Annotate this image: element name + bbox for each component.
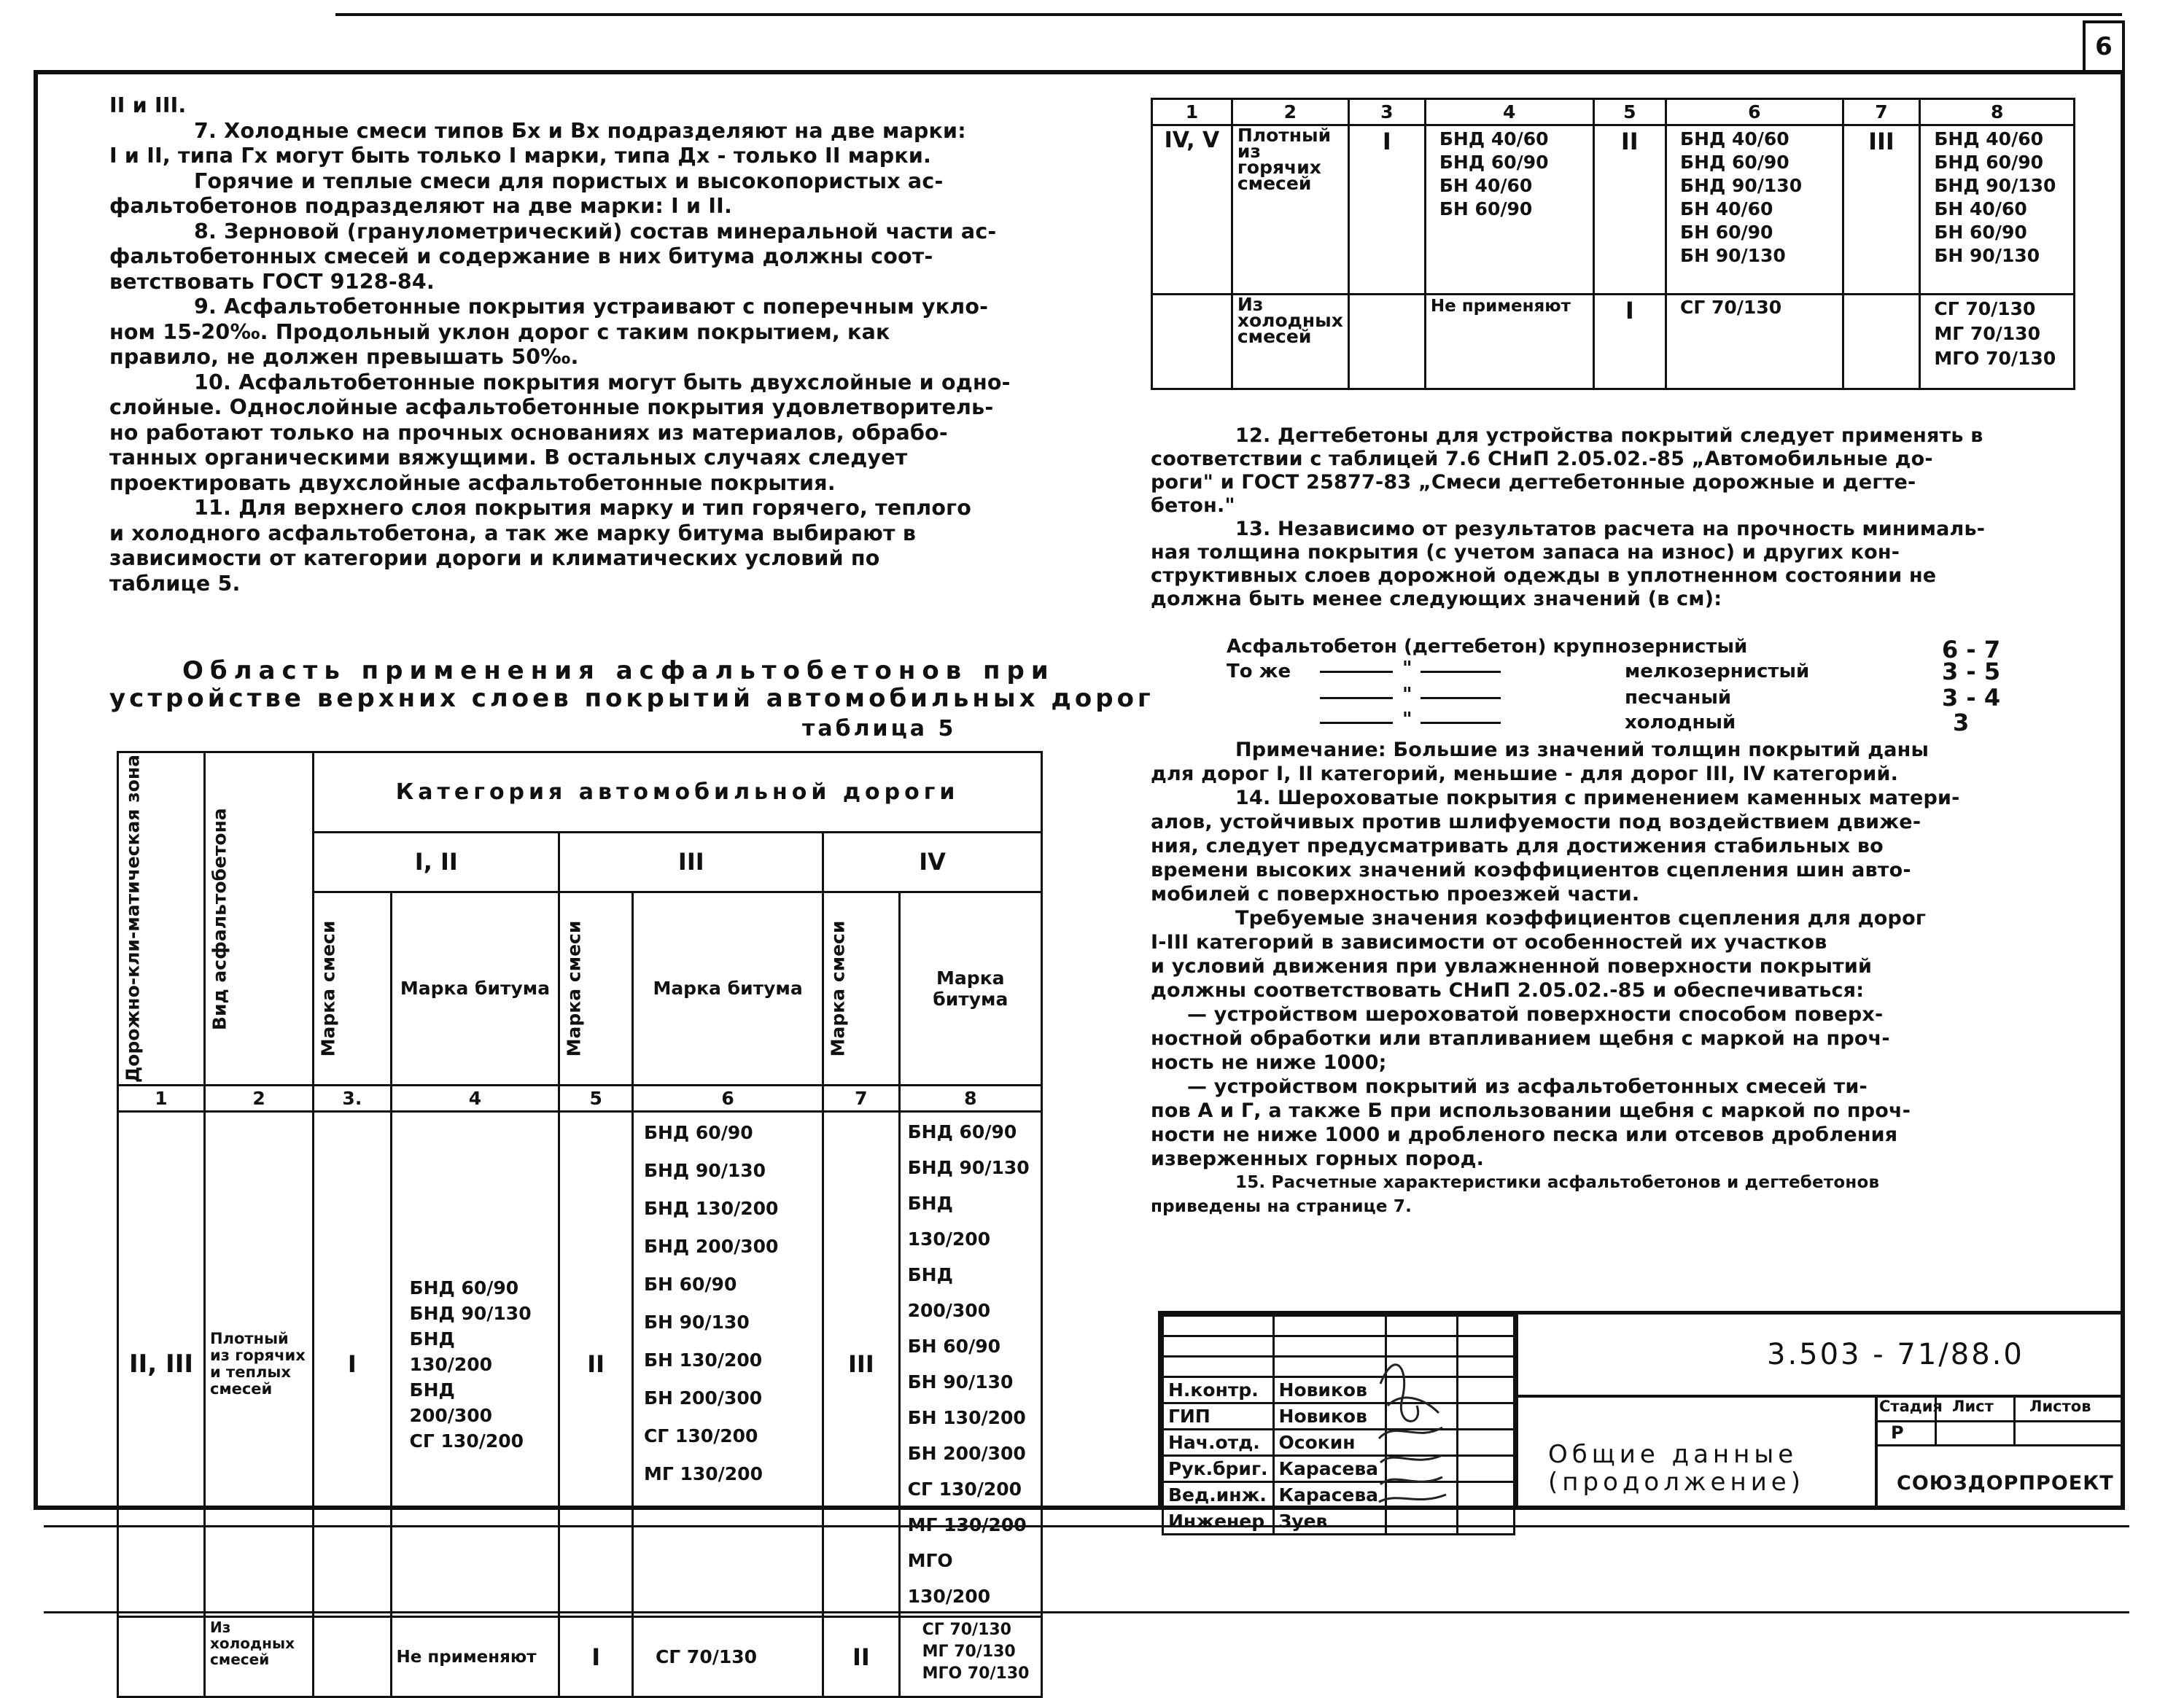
bitumen-item: БНД 60/90: [1934, 152, 2044, 173]
signoff-table: [1162, 1315, 1515, 1535]
bitumen-cell: [899, 1617, 1041, 1697]
bitumen-item: МГ 130/200: [643, 1463, 763, 1485]
blank-cell: [1458, 1357, 1515, 1377]
zone-cell: IV, V: [1152, 125, 1232, 295]
bitumen-item: БН 60/90: [907, 1336, 1000, 1358]
text-line: фальтобетонов подразделяют на две марки: I и II.: [109, 194, 732, 218]
right-text-a: [1151, 424, 2091, 611]
type-cell: Из холодных смесей: [1232, 295, 1348, 389]
col-number: 8: [1920, 99, 2075, 125]
head-zone: Дорожно-кли-матическая зона: [118, 752, 205, 1086]
signature-scribble: [1379, 1428, 1442, 1438]
date-cell: [1458, 1482, 1515, 1508]
zone-cell-empty: [118, 1617, 205, 1697]
col-number: 6: [632, 1086, 823, 1112]
thickness-row1-label: Асфальтобетон (дегтебетон) крупнозернистый: [1227, 636, 1748, 658]
mix-cell-empty: [314, 1617, 391, 1697]
text-line: слойные. Однослойные асфальтобетонные покрытия удовлетворитель-: [109, 395, 994, 419]
tb-divider: [1515, 1315, 1518, 1510]
bitumen-item: СГ 130/200: [409, 1430, 524, 1452]
text-line: фальтобетонных смесей и содержание в них битума должны соот-: [109, 244, 933, 268]
head-cat-2: III: [559, 832, 823, 892]
text-line: времени высоких значений коэффициентов сцепления шин авто-: [1151, 859, 1911, 881]
tb-divider: [1875, 1420, 2125, 1422]
signature-scribble: [1379, 1495, 1446, 1502]
bitumen-item: МГ 70/130: [922, 1643, 1016, 1662]
bitumen-item: БНД 40/60: [1439, 128, 1549, 149]
thickness-row4-value: 3: [1953, 709, 1970, 736]
text-line: ностной обработки или втапливанием щебня с маркой на проч-: [1151, 1027, 1890, 1050]
type-cell: Плотный из горячих и теплых смесей: [205, 1112, 314, 1617]
bitumen-item: МГО 130/200: [907, 1550, 991, 1608]
col-number: 2: [1232, 99, 1348, 125]
text-line: структивных слоев дорожной одежды в уплотненном состоянии не: [1151, 564, 1937, 587]
bitumen-item: БНД 90/130: [643, 1160, 766, 1182]
bitumen-item: МГ 130/200: [907, 1514, 1027, 1536]
text-line: 10. Асфальтобетонные покрытия могут быть двухслойные и одно-: [194, 370, 1011, 394]
bitumen-item: МГО 70/130: [922, 1664, 1030, 1683]
text-line: танных органическими вяжущими. В остальных случаях следует: [109, 445, 908, 470]
text-line: для дорог I, II категорий, меньшие - для дорог III, IV категорий.: [1151, 763, 1899, 785]
col-number: 4: [1425, 99, 1593, 125]
bitumen-item: БНД 60/90: [1680, 152, 1789, 173]
text-line: приведены на странице 7.: [1151, 1197, 1412, 1216]
table-5: [117, 751, 1043, 1698]
col-number: 3: [1348, 99, 1425, 125]
col-number: 3.: [314, 1086, 391, 1112]
mix-cell-empty: [1843, 295, 1920, 389]
sheets-label: Листов: [2029, 1398, 2091, 1415]
bitumen-cell: [899, 1112, 1041, 1617]
name-cell: Зуев: [1273, 1508, 1386, 1535]
ditto-line: [1320, 697, 1393, 699]
bitumen-cell: [391, 1112, 559, 1617]
col-number: 2: [205, 1086, 314, 1112]
sheet-label: Лист: [1952, 1398, 1994, 1415]
page-number: 6: [2083, 20, 2125, 70]
text-line: должна быть менее следующих значений (в см):: [1151, 588, 1722, 610]
blank-cell: [1458, 1336, 1515, 1357]
text-line: зависимости от категории дороги и климатических условий по: [109, 546, 880, 570]
zone-cell-empty: [1152, 295, 1232, 389]
bitumen-item: БН 200/300: [643, 1387, 763, 1409]
text-line: и холодного асфальтобетона, а так же марку битума выбирают в: [109, 521, 917, 545]
bitumen-item: БНД 130/200: [907, 1193, 991, 1250]
text-line: и условий движения при увлажненной поверхности покрытий: [1151, 955, 1873, 978]
ditto-line: [1320, 671, 1393, 673]
signature-cell: [1386, 1508, 1458, 1535]
role-cell: Н.контр.: [1163, 1377, 1274, 1403]
text-line: мобилей с поверхностью проезжей части.: [1151, 883, 1640, 906]
text-line: I и II, типа Гх могут быть только I марки, типа Дх - только II марки.: [109, 144, 932, 168]
text-line: ности не ниже 1000 и дробленого песка или отсевов дробления: [1151, 1123, 1898, 1146]
text-line: 9. Асфальтобетонные покрытия устраивают с поперечным укло-: [194, 295, 989, 319]
bitumen-item: БН 60/90: [1439, 198, 1533, 219]
bitumen-cell: [1666, 125, 1843, 295]
table-caption-line2: устройстве верхних слоев покрытий автомобильных дорог: [109, 684, 1154, 713]
col-number: 1: [1152, 99, 1232, 125]
text-line: ная толщина покрытия (с учетом запаса на износ) и других кон-: [1151, 541, 1900, 564]
tb-divider: [1875, 1395, 1878, 1510]
thickness-row3-label: песчаный: [1625, 687, 1732, 709]
bitumen-item: БНД 200/300: [907, 1264, 991, 1322]
date-cell: [1458, 1508, 1515, 1535]
bitumen-item: БНД 60/90: [907, 1121, 1017, 1143]
bitumen-item: БНД 60/90: [409, 1277, 519, 1298]
col-number: 7: [1843, 99, 1920, 125]
bitumen-cell: [1920, 125, 2075, 295]
head-category: Категория автомобильной дороги: [314, 752, 1042, 833]
col-number: 7: [823, 1086, 899, 1112]
mix-cell: III: [1843, 125, 1920, 295]
bitumen-cell: Не применяют: [1425, 295, 1593, 389]
tb-divider: [2013, 1395, 2016, 1444]
ditto-line: [1421, 722, 1501, 724]
ditto-mark: ": [1402, 709, 1412, 731]
bitumen-cell: Не применяют: [391, 1617, 559, 1697]
col-number: 8: [899, 1086, 1041, 1112]
blank-cell: [1273, 1357, 1386, 1377]
mix-cell: II: [1593, 125, 1666, 295]
date-cell: [1458, 1456, 1515, 1482]
name-cell: Карасева: [1273, 1482, 1386, 1508]
bitumen-item: БН 40/60: [1439, 175, 1533, 196]
text-line: Примечание: Большие из значений толщин покрытий даны: [1235, 739, 1930, 761]
signature-scribble: [1380, 1365, 1439, 1422]
text-line: соответствии с таблицей 7.6 СНиП 2.05.02.-85 „Автомобильные до-: [1151, 448, 1933, 470]
bitumen-item: СГ 130/200: [907, 1479, 1022, 1500]
col-number: 4: [391, 1086, 559, 1112]
blank-cell: [1273, 1336, 1386, 1357]
text-line: ность не ниже 1000;: [1151, 1051, 1387, 1074]
text-line: 14. Шероховатые покрытия с применением каменных матери-: [1235, 787, 1960, 809]
text-line: Требуемые значения коэффициентов сцепления для дорог: [1235, 907, 1927, 930]
bitumen-cell: [1425, 125, 1593, 295]
thickness-row2-prefix: То же: [1227, 661, 1291, 682]
tb-divider: [1875, 1444, 2125, 1446]
mix-cell: II: [559, 1112, 633, 1617]
head-mix: Марка смеси: [314, 892, 391, 1085]
col-number: 5: [1593, 99, 1666, 125]
text-line: 15. Расчетные характеристики асфальтобетонов и дегтебетонов: [1235, 1173, 1880, 1192]
top-rule: [335, 13, 2122, 16]
text-line: Горячие и теплые смеси для пористых и высокопористых ас-: [194, 168, 944, 193]
title-line-2: (продолжение): [1548, 1468, 1805, 1497]
role-cell: Вед.инж.: [1163, 1482, 1274, 1508]
head-type: Вид асфальтобетона: [205, 752, 314, 1086]
bitumen-cell: СГ 70/130: [1666, 295, 1843, 389]
bitumen-item: БН 40/60: [1680, 198, 1773, 219]
bitumen-item: БНД 130/200: [643, 1198, 779, 1220]
bitumen-item: БНД 90/130: [1680, 175, 1803, 196]
bitumen-item: БН 60/90: [1934, 222, 2027, 243]
text-line: 7. Холодные смеси типов Бх и Вх подразделяют на две марки:: [194, 118, 966, 143]
bitumen-item: СГ 70/130: [922, 1621, 1011, 1640]
mix-cell: I: [1348, 125, 1425, 295]
bitumen-item: БН 130/200: [907, 1407, 1026, 1429]
bitumen-item: БН 90/130: [643, 1312, 750, 1333]
thickness-row2-value: 3 - 5: [1942, 658, 2001, 685]
text-line: правило, не должен превышать 50‰.: [109, 345, 579, 369]
col-number: 5: [559, 1086, 633, 1112]
org-name: СОЮЗДОРПРОЕКТ: [1897, 1472, 2114, 1495]
role-cell: Инженер: [1163, 1508, 1274, 1535]
right-text-b: [1151, 738, 2091, 1219]
type-cell: Плотный из горячих смесей: [1232, 125, 1348, 295]
stage-value: Р: [1891, 1422, 1904, 1443]
text-line: проектировать двухслойные асфальтобетонные покрытия.: [109, 470, 836, 495]
type-cell: Из холодных смесей: [205, 1617, 314, 1697]
title-line-1: Общие данные: [1548, 1440, 1798, 1469]
date-cell: [1458, 1377, 1515, 1403]
bitumen-item: БНД 40/60: [1934, 128, 2044, 149]
bitumen-item: БНД 60/90: [643, 1122, 753, 1144]
thickness-row2-label: мелкозернистый: [1625, 661, 1810, 682]
thickness-list: [1151, 636, 2091, 738]
date-cell: [1458, 1403, 1515, 1430]
text-line: изверженных горных пород.: [1151, 1148, 1485, 1170]
signature-scribble: [1380, 1455, 1442, 1463]
text-line: 13. Независимо от результатов расчета на прочность минималь-: [1235, 518, 1986, 540]
text-line: роги" и ГОСТ 25877-83 „Смеси дегтебетонные дорожные и дегте-: [1151, 471, 1916, 494]
bitumen-item: БН 200/300: [907, 1443, 1026, 1465]
bitumen-item: БНД 200/300: [409, 1379, 493, 1426]
text-line: должны соответствовать СНиП 2.05.02.-85 и обеспечиваться:: [1151, 979, 1865, 1002]
head-bitumen: Марка битума: [391, 892, 559, 1085]
text-line: пов А и Г, а также Б при использовании щебня с маркой по проч-: [1151, 1099, 1911, 1122]
mix-cell-empty: [1348, 295, 1425, 389]
name-cell: Новиков: [1273, 1377, 1386, 1403]
bitumen-item: БНД 90/130: [907, 1157, 1030, 1179]
head-bitumen: Марка битума: [899, 892, 1041, 1085]
bitumen-item: БН 90/130: [907, 1371, 1014, 1393]
mix-cell: III: [823, 1112, 899, 1617]
text-line: ния, следует предусматривать для достижения стабильных во: [1151, 835, 1884, 857]
head-bitumen: Марка битума: [632, 892, 823, 1085]
text-line: алов, устойчивых против шлифуемости под воздействием движе-: [1151, 811, 1921, 833]
ditto-mark: ": [1402, 684, 1412, 706]
bitumen-item: БНД 90/130: [409, 1302, 532, 1324]
head-cat-3: IV: [823, 832, 1042, 892]
head-mix: Марка смеси: [559, 892, 633, 1085]
text-line: но работают только на прочных основаниях из материалов, обрабо-: [109, 420, 948, 445]
col-number: 6: [1666, 99, 1843, 125]
mix-cell: I: [1593, 295, 1666, 389]
mix-cell: I: [559, 1617, 633, 1697]
role-cell: ГИП: [1163, 1403, 1274, 1430]
title-block: [1158, 1311, 2125, 1532]
head-mix: Марка смеси: [823, 892, 899, 1085]
text-line: — устройством покрытий из асфальтобетонных смесей ти-: [1187, 1075, 1868, 1098]
stage-label: Стадия: [1879, 1398, 1943, 1415]
mix-cell: II: [823, 1617, 899, 1697]
table-caption-line1: Область применения асфальтобетонов при: [182, 656, 1055, 685]
bitumen-item: БНД 60/90: [1439, 152, 1549, 173]
bitumen-cell: [632, 1112, 823, 1617]
bitumen-item: СГ 130/200: [643, 1425, 758, 1447]
ditto-line: [1421, 697, 1501, 699]
bitumen-cell: СГ 70/130: [632, 1617, 823, 1697]
thickness-row4-label: холодный: [1625, 712, 1736, 733]
doc-code: 3.503 - 71/88.0: [1767, 1338, 2024, 1371]
text-line: I-III категорий в зависимости от особенностей их участков: [1151, 931, 1827, 954]
blank-cell: [1163, 1357, 1274, 1377]
blank-cell: [1273, 1316, 1386, 1336]
table-5-continued: [1151, 98, 2075, 390]
text-line: 8. Зерновой (гранулометрический) состав минеральной части ас-: [194, 219, 997, 244]
bitumen-item: СГ 70/130: [1934, 298, 2036, 319]
zone-cell: II, III: [118, 1112, 205, 1617]
bitumen-item: МГ 70/130: [1934, 323, 2040, 344]
col-number: 1: [118, 1086, 205, 1112]
text-line: ветствовать ГОСТ 9128-84.: [109, 269, 435, 294]
mix-cell: I: [314, 1112, 391, 1617]
signature-scribble: [1380, 1477, 1442, 1484]
bitumen-item: БН 60/90: [1680, 222, 1773, 243]
ditto-line: [1421, 671, 1501, 673]
blank-cell: [1163, 1336, 1274, 1357]
name-cell: Новиков: [1273, 1403, 1386, 1430]
bitumen-cell: [1920, 295, 2075, 389]
role-cell: Рук.бриг.: [1163, 1456, 1274, 1482]
thickness-row3-value: 3 - 4: [1942, 684, 2001, 712]
thickness-row1-value: 6 - 7: [1942, 636, 2001, 663]
text-line: ном 15-20‰. Продольный уклон дорог с таким покрытием, как: [109, 319, 890, 344]
ditto-mark: ": [1402, 658, 1412, 679]
bitumen-item: БН 40/60: [1934, 198, 2027, 219]
bitumen-item: БН 130/200: [643, 1350, 763, 1371]
bitumen-item: БНД 130/200: [409, 1328, 493, 1375]
text-line: II и III.: [109, 93, 187, 117]
bitumen-item: БН 90/130: [1934, 245, 2040, 266]
bitumen-item: БНД 90/130: [1934, 175, 2056, 196]
text-line: 11. Для верхнего слоя покрытия марку и тип горячего, теплого: [194, 496, 972, 520]
name-cell: Осокин: [1273, 1430, 1386, 1456]
bitumen-item: МГО 70/130: [1934, 348, 2056, 369]
table-label: таблица 5: [802, 716, 957, 741]
signatures: [1373, 1318, 1453, 1506]
text-line: — устройством шероховатой поверхности способом поверх-: [1187, 1003, 1884, 1026]
name-cell: Карасева: [1273, 1456, 1386, 1482]
date-cell: [1458, 1430, 1515, 1456]
bitumen-item: БНД 200/300: [643, 1236, 779, 1258]
head-cat-1: I, II: [314, 832, 559, 892]
bitumen-item: БН 90/130: [1680, 245, 1786, 266]
blank-cell: [1458, 1316, 1515, 1336]
text-line: 12. Дегтебетоны для устройства покрытий следует применять в: [1235, 424, 1983, 447]
blank-cell: [1163, 1316, 1274, 1336]
role-cell: Нач.отд.: [1163, 1430, 1274, 1456]
text-line: таблице 5.: [109, 571, 241, 596]
text-line: бетон.": [1151, 494, 1235, 517]
ditto-line: [1320, 722, 1393, 724]
bitumen-item: БНД 40/60: [1680, 128, 1789, 149]
bitumen-item: БН 60/90: [643, 1274, 737, 1296]
left-text: [109, 93, 1050, 596]
